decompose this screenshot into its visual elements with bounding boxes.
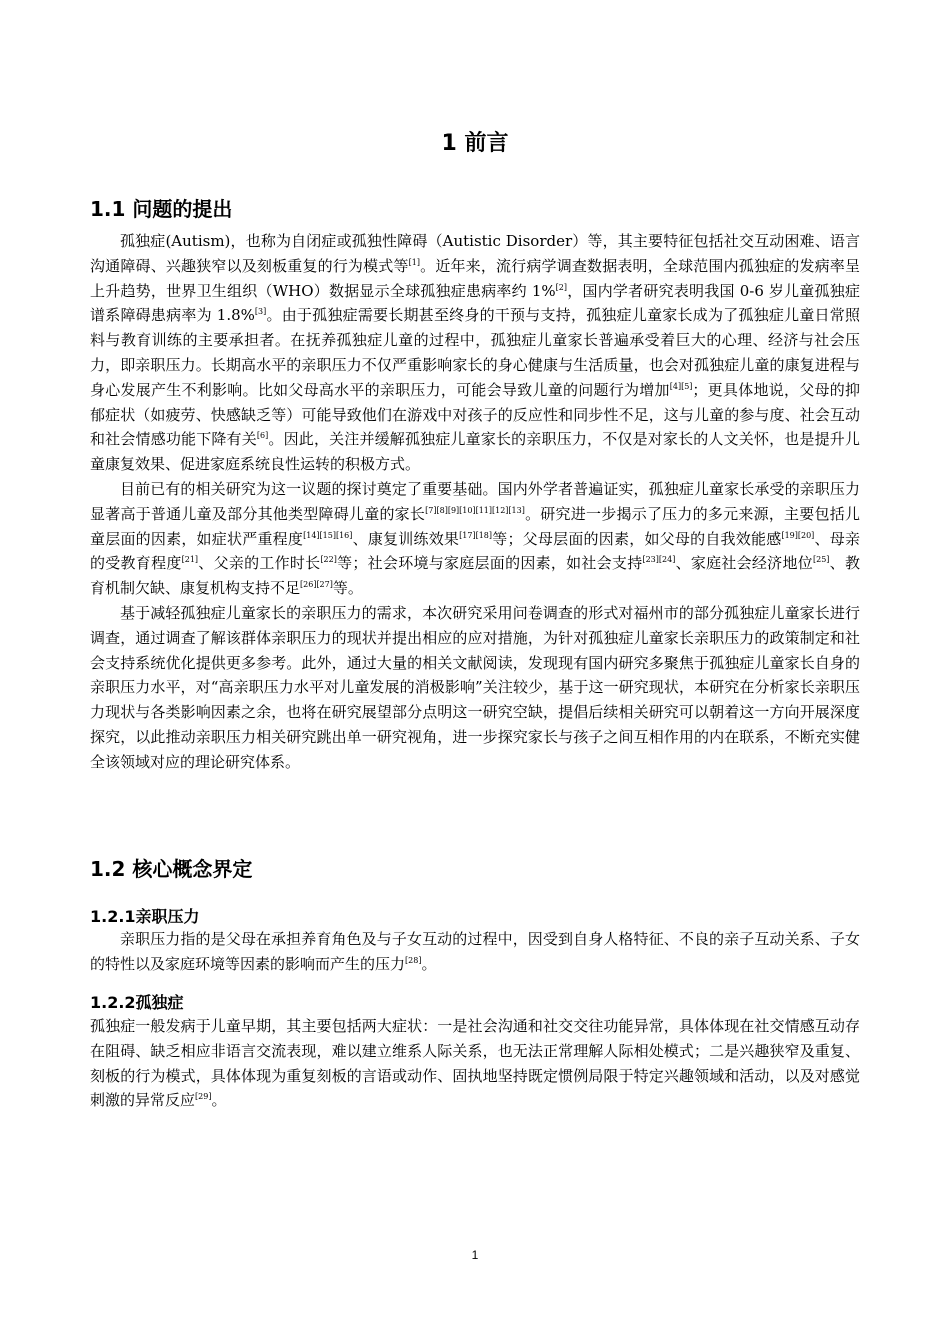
paragraph: [90, 601, 860, 775]
section-heading-1-2: 1.2 核心概念界定: [90, 857, 253, 881]
citation-marker: [19][20]: [781, 530, 815, 540]
text-run: 、父亲的工作时长: [198, 554, 321, 573]
text-run: 基于减轻孤独症儿童家长的亲职压力的需求，本次研究采用问卷调查的形式对福州市的部分孤独症儿童家长进行调查，通过调查了解该群体亲职压力的现状并提出相应的应对措施，为针对孤独症儿童家长亲职压力的政策制定和社会支持系统优化提供更多参考。此外，通过大量的相关文献阅读，发现现有国内研究多聚焦于孤独症儿童家长自身的亲职压力水平，对“高亲职压力水平对儿童发展的消极影响”关注较少，基于这一研究现状，本研究在分析家长亲职压力现状与各类影响因素之余，也将在研究展望部分点明这一研究空缺，提倡后续相关研究可以朝着这一方向开展深度探究，以此推动亲职压力相关研究跳出单一研究视角，进一步探究家长与孩子之间互相作用的内在联系，不断充实健全该领域对应的理论研究体系。: [90, 603, 860, 771]
citation-marker: [17][18]: [459, 530, 492, 540]
text-run: 等；社会环境与家庭层面的因素，如社会支持: [336, 554, 643, 573]
paragraph: [90, 477, 860, 601]
text-run: 。: [211, 1091, 227, 1110]
text-run: 等。: [332, 579, 363, 598]
text-run: 。由于孤独症需要长期甚至终身的干预与支持，孤独症儿童家长成为了孤独症儿童日常照料与教育训练的主要承担者。在抚养孤独症儿童的过程中，孤独症儿童家长普遍承受着巨大的心理、经济与社会压力，即亲职压力。长期高水平的亲职压力不仅严重影响家长的身心健康与生活质量，也会对孤独症儿童的康复进程与身心发展产生不利影响。比如父母高水平的亲职压力，可能会导致儿童的问题行为增加: [90, 306, 860, 399]
chapter-title: 1 前言: [441, 131, 509, 156]
citation-marker: [4][5]: [669, 381, 693, 391]
paragraph: [90, 229, 860, 477]
text-run: 。近年来，流行病学调查数据表明，全球范围内孤独症的发病率呈上升趋势，世界卫生组织（WHO）数据显示全球孤独症患病率约 1%: [90, 256, 860, 300]
section-1-1-body: [90, 229, 860, 775]
citation-marker: [21]: [181, 555, 199, 565]
citation-marker: [23][24]: [642, 555, 676, 565]
page-number: 1: [471, 1248, 479, 1262]
text-run: 、康复训练效果: [352, 529, 460, 548]
text-run: 等；父母层面的因素，如父母的自我效能感: [492, 529, 782, 548]
citation-marker: [6]: [256, 431, 269, 441]
citation-marker: [22]: [320, 555, 337, 565]
text-run: 孤独症(Autism)，也称为自闭症或孤独性障碍（Autistic Disorder）等，其主要特征包括社交互动困难、语言沟通障碍、兴趣狭窄以及刻板重复的行为模式等: [90, 232, 860, 275]
subsection-1-2-2-body: [90, 1014, 860, 1113]
text-run: ；更具体地说，父母的抑郁症状（如疲劳、快感缺乏等）可能导致他们在游戏中对孩子的反应性和同步性不足，这与儿童的参与度、社会互动和社会情感功能下降有关: [90, 380, 860, 449]
text-run: 、家庭社会经济地位: [675, 554, 813, 573]
citation-marker: [7][8][9][10][11][12][13]: [425, 505, 525, 515]
text-run: 亲职压力指的是父母在承担养育角色及与子女互动的过程中，因受到自身人格特征、不良的亲子互动关系、子女的特性以及家庭环境等因素的影响而产生的压力: [90, 930, 860, 973]
paragraph: [90, 927, 860, 977]
text-run: 、教育机制欠缺、康复机构支持不足: [90, 554, 860, 598]
citation-marker: [2]: [555, 282, 568, 292]
section-heading-1-1: 1.1 问题的提出: [90, 197, 233, 221]
subsection-heading-1-2-1: 1.2.1亲职压力: [90, 907, 200, 926]
text-run: 。因此，关注并缓解孤独症儿童家长的亲职压力，不仅是对家长的人文关怀，也是提升儿童康复效果、促进家庭系统良性运转的积极方式。: [90, 430, 860, 474]
citation-marker: [29]: [195, 1092, 212, 1102]
text-run: ，国内学者研究表明我国 0-6 岁儿童孤独症谱系障碍患病率为 1.8%: [90, 281, 860, 325]
text-run: 目前已有的相关研究为这一议题的探讨奠定了重要基础。国内外学者普遍证实，孤独症儿童家长承受的亲职压力显著高于普通儿童及部分其他类型障碍儿童的家长: [90, 479, 860, 523]
text-run: 。: [421, 954, 437, 973]
text-run: 。研究进一步揭示了压力的多元来源，主要包括儿童层面的因素，如症状严重程度: [90, 504, 860, 548]
text-run: 、母亲的受教育程度: [90, 529, 860, 573]
citation-marker: [3]: [254, 307, 267, 317]
citation-marker: [1]: [408, 257, 420, 267]
text-run: 孤独症一般发病于儿童早期，其主要包括两大症状：一是社会沟通和社交交往功能异常，具体体现在社交情感互动存在阻碍、缺乏相应非语言交流表现，难以建立维系人际关系，也无法正常理解人际相处模式；二是兴趣狭窄及重复、刻板的行为模式，具体体现为重复刻板的言语或动作、固执地坚持既定惯例局限于特定兴趣领域和活动，以及对感觉刺激的异常反应: [90, 1017, 860, 1110]
citation-marker: [26][27]: [300, 580, 333, 590]
citation-marker: [14][15][16]: [303, 530, 353, 540]
citation-marker: [28]: [405, 955, 422, 965]
citation-marker: [25]: [812, 555, 830, 565]
paragraph: [90, 1014, 860, 1113]
subsection-heading-1-2-2: 1.2.2孤独症: [90, 993, 184, 1012]
subsection-1-2-1-body: [90, 927, 860, 977]
